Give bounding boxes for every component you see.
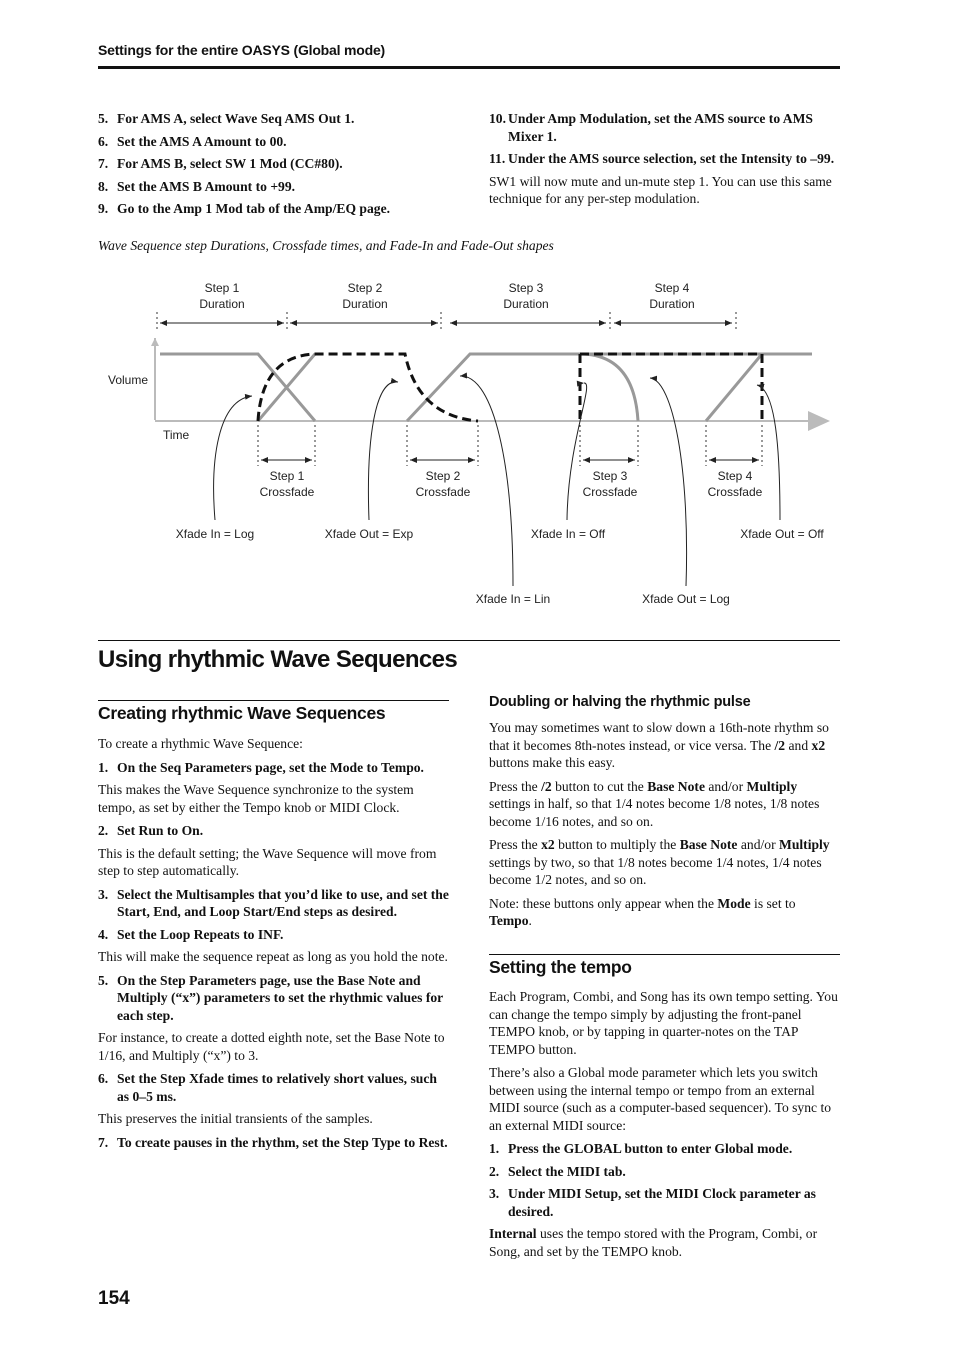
step-item: 9. Go to the Amp 1 Mod tab of the Amp/EQ page. bbox=[98, 201, 391, 216]
xfade-label: Xfade In = Log bbox=[175, 527, 255, 541]
volume-axis-label: Volume bbox=[108, 373, 149, 387]
step-item: 6. Set the AMS A Amount to 00. bbox=[98, 133, 287, 149]
duration-label: Step 2 bbox=[347, 281, 383, 295]
subsection-rule bbox=[489, 954, 840, 955]
figure-caption: Wave Sequence step Durations, Crossfade times, and Fade-In and Fade-Out shapes bbox=[98, 238, 554, 253]
step-item: 1. Press the GLOBAL button to enter Global mode. bbox=[489, 1141, 793, 1156]
step-item: 6. Set the Step Xfade times to relatively short values, such as 0–5 ms. bbox=[98, 1071, 437, 1104]
paragraph: You may sometimes want to slow down a 16th-note rhythm so that it becomes 8th-notes instead, or vice versa. The /2 and x2 buttons make this easy. bbox=[489, 720, 829, 770]
xfade-label: Xfade In = Off bbox=[530, 527, 606, 541]
step-item: 5. On the Step Parameters page, use the Base Note and Multiply (“x”) parameters to set the rhythmic values for each step. bbox=[98, 972, 443, 1023]
step-item: 3. Under MIDI Setup, set the MIDI Clock parameter as desired. bbox=[489, 1186, 816, 1219]
xfade-label: Xfade Out = Log bbox=[642, 592, 730, 606]
crossfade-label: Step 1 bbox=[269, 469, 305, 483]
duration-label: Duration bbox=[199, 297, 245, 311]
step-item: 4. Set the Loop Repeats to INF. bbox=[98, 926, 284, 942]
time-axis-label: Time bbox=[163, 428, 190, 442]
paragraph: Each Program, Combi, and Song has its own tempo setting. You can change the tempo simply by adjusting the front-panel TEMPO knob, or by tapping in quarter-notes on the TAP TEMPO button. bbox=[489, 989, 838, 1057]
left-column bbox=[98, 735, 449, 1156]
subsection-rule bbox=[98, 700, 449, 701]
section-title: Using rhythmic Wave Sequences bbox=[98, 646, 458, 673]
step2-envelope bbox=[258, 354, 762, 421]
step-item: 2. Select the MIDI tab. bbox=[489, 1163, 626, 1179]
wave-sequence-diagram bbox=[0, 0, 954, 640]
running-header: Settings for the entire OASYS (Global mode) bbox=[98, 42, 385, 58]
duration-ticks bbox=[157, 312, 736, 332]
step-item: 11. Under the AMS source selection, set the Intensity to –99. bbox=[489, 151, 835, 166]
duration-label: Duration bbox=[503, 297, 549, 311]
duration-label: Step 1 bbox=[204, 281, 240, 295]
subsection-heading: Doubling or halving the rhythmic pulse bbox=[489, 694, 751, 710]
subsection-heading: Setting the tempo bbox=[489, 957, 632, 977]
xfade-label: Xfade In = Lin bbox=[475, 592, 551, 606]
step-item: 7. For AMS B, select SW 1 Mod (CC#80). bbox=[98, 156, 343, 171]
crossfade-label: Crossfade bbox=[259, 485, 315, 499]
duration-label: Step 4 bbox=[654, 281, 690, 295]
paragraph: This will make the sequence repeat as long as you hold the note. bbox=[98, 949, 448, 964]
paragraph: Press the /2 button to cut the Base Note and/or Multiply settings in half, so that 1/4 notes become 1/8 notes, 1/8 notes become 1/16 notes, and so on. bbox=[489, 778, 820, 829]
paragraph: Internal uses the tempo stored with the Program, Combi, or Song, and set by the TEMPO knob. bbox=[489, 1226, 818, 1259]
volume-axis-arrow bbox=[151, 338, 159, 346]
subsection-heading: Creating rhythmic Wave Sequences bbox=[98, 703, 386, 723]
crossfade-ticks bbox=[258, 425, 762, 466]
right-column-bottom bbox=[489, 988, 840, 1266]
crossfade-label: Crossfade bbox=[415, 485, 471, 499]
step-item: 2. Set Run to On. bbox=[98, 823, 204, 838]
paragraph: For instance, to create a dotted eighth note, set the Base Note to 1/16, and Multiply (“x”) to 3. bbox=[98, 1030, 445, 1063]
paragraph: This is the default setting; the Wave Sequence will move from step to step automatically. bbox=[98, 845, 437, 878]
paragraph: Press the x2 button to multiply the Base Note and/or Multiply settings by two, so that 1/8 notes become 1/4 notes, 1/4 notes become 1/2 notes, and so on. bbox=[489, 837, 830, 887]
step-item: 8. Set the AMS B Amount to +99. bbox=[98, 178, 296, 194]
page-number: 154 bbox=[98, 1288, 130, 1309]
duration-label: Duration bbox=[649, 297, 695, 311]
paragraph: Note: these buttons only appear when the Mode is set to Tempo. bbox=[489, 895, 796, 928]
step-item: 1. On the Seq Parameters page, set the Mode to Tempo. bbox=[98, 759, 424, 775]
crossfade-label: Step 4 bbox=[717, 469, 753, 483]
duration-label: Duration bbox=[342, 297, 388, 311]
crossfade-label: Crossfade bbox=[707, 485, 763, 499]
step-item: 3. Select the Multisamples that you’d like to use, and set the Start, End, and Loop Start/End steps as desired. bbox=[98, 886, 449, 919]
duration-label: Step 3 bbox=[508, 281, 544, 295]
step-item: 5. For AMS A, select Wave Seq AMS Out 1. bbox=[98, 111, 355, 126]
step-envelopes bbox=[160, 354, 812, 421]
paragraph: SW1 will now mute and un-mute step 1. You can use this same technique for any per-step modulation. bbox=[489, 173, 832, 206]
paragraph: To create a rhythmic Wave Sequence: bbox=[98, 736, 303, 751]
right-column-top bbox=[489, 719, 840, 936]
xfade-label: Xfade Out = Off bbox=[740, 527, 824, 541]
paragraph: This preserves the initial transients of the samples. bbox=[98, 1111, 373, 1126]
paragraph: This makes the Wave Sequence synchronize to the system tempo, as set by either the Tempo knob or MIDI Clock. bbox=[98, 782, 414, 815]
paragraph: There’s also a Global mode parameter which lets you switch between using the internal tempo or tempo from an external MIDI source (such as a computer-based sequencer). To sync to an external MIDI source: bbox=[489, 1065, 832, 1133]
crossfade-label: Crossfade bbox=[582, 485, 638, 499]
crossfade-label: Step 3 bbox=[592, 469, 628, 483]
step-item: 7. To create pauses in the rhythm, set the Step Type to Rest. bbox=[98, 1134, 448, 1150]
section-rule bbox=[98, 640, 840, 641]
step-item: 10. Under Amp Modulation, set the AMS source to AMS Mixer 1. bbox=[489, 111, 813, 144]
xfade-label: Xfade Out = Exp bbox=[324, 527, 414, 541]
crossfade-label: Step 2 bbox=[425, 469, 461, 483]
